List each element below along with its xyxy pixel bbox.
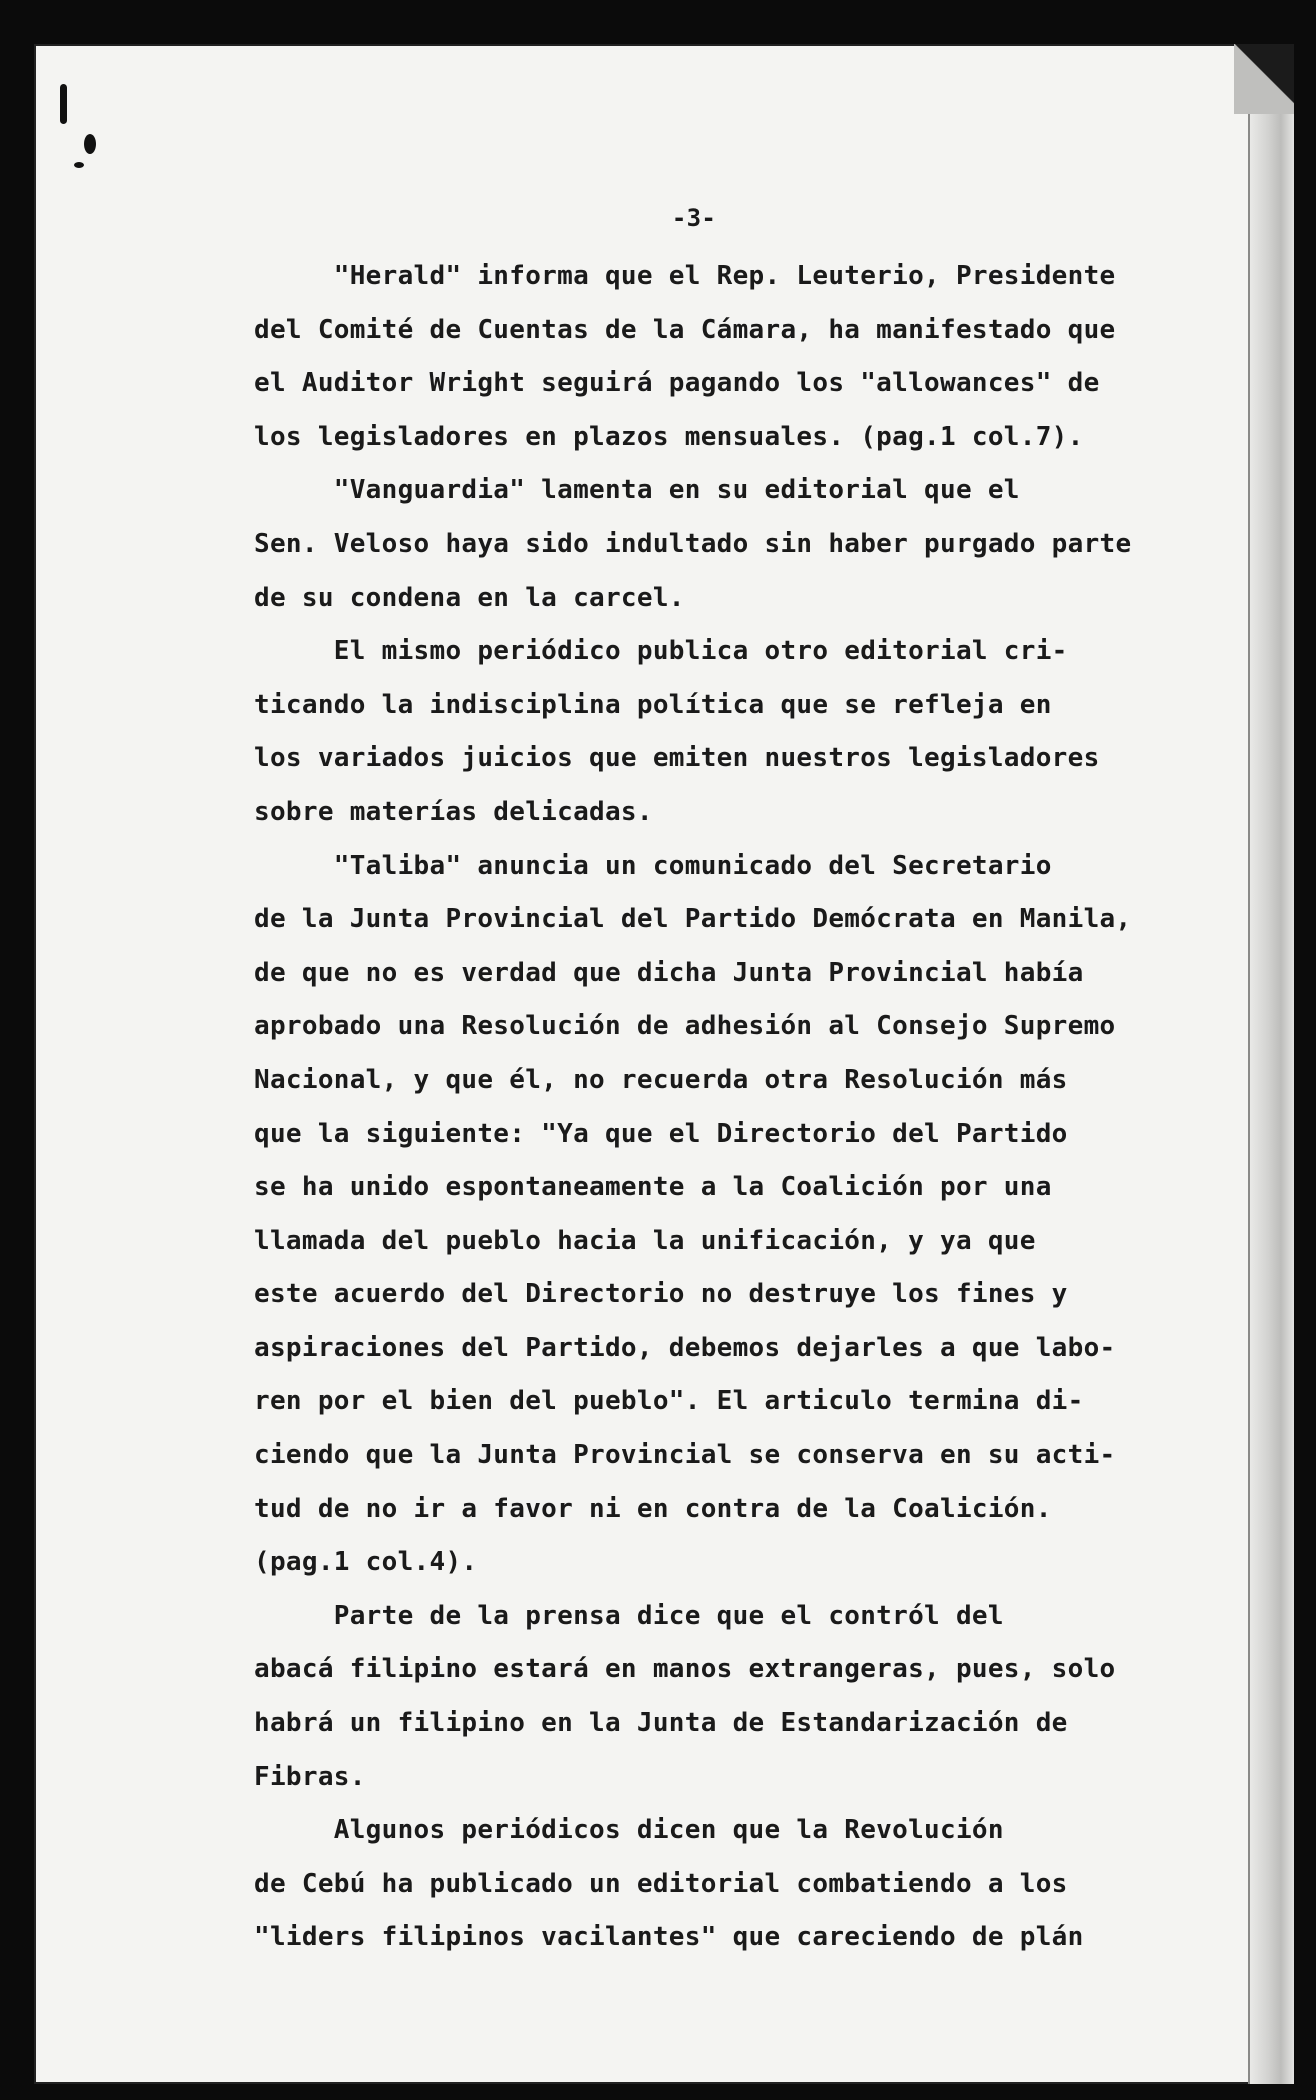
text-line: que la siguiente: "Ya que el Directorio del Partido — [254, 1118, 1068, 1149]
text-line: aspiraciones del Partido, debemos dejarles a que labo- — [254, 1332, 1116, 1363]
text-line: llamada del pueblo hacia la unificación, y ya que — [254, 1225, 1036, 1256]
text-line: el Auditor Wright seguirá pagando los "allowances" de — [254, 368, 1100, 399]
text-line: los variados juicios que emiten nuestros legisladores — [254, 743, 1100, 774]
text-line: de su condena en la carcel. — [254, 582, 685, 613]
text-line: Algunos periódicos dicen que la Revolución — [254, 1815, 1004, 1846]
text-line: se ha unido espontaneamente a la Coalición por una — [254, 1172, 1052, 1203]
text-line: Sen. Veloso haya sido indultado sin haber purgado parte — [254, 528, 1132, 559]
text-line: El mismo periódico publica otro editorial cri- — [254, 636, 1068, 667]
page-edge-shadow — [1248, 44, 1294, 2084]
text-line: los legisladores en plazos mensuales. (pag.1 col.7). — [254, 421, 1084, 452]
text-line: ren por el bien del pueblo". El articulo termina di- — [254, 1386, 1084, 1417]
text-line: aprobado una Resolución de adhesión al Consejo Supremo — [254, 1011, 1116, 1042]
text-line: "Taliba" anuncia un comunicado del Secretario — [254, 850, 1052, 881]
text-lines — [254, 250, 1134, 1965]
document-text — [254, 204, 1134, 1965]
ink-mark — [74, 162, 84, 168]
text-line: Nacional, y que él, no recuerda otra Resolución más — [254, 1064, 1068, 1095]
text-line: de Cebú ha publicado un editorial combatiendo a los — [254, 1868, 1068, 1899]
ink-mark — [84, 134, 96, 154]
text-line: Parte de la prensa dice que el contról del — [254, 1600, 1004, 1631]
text-line: este acuerdo del Directorio no destruye los fines y — [254, 1279, 1068, 1310]
text-line: "Herald" informa que el Rep. Leuterio, Presidente — [254, 261, 1116, 291]
text-line: (pag.1 col.4). — [254, 1547, 478, 1578]
text-line: del Comité de Cuentas de la Cámara, ha manifestado que — [254, 314, 1116, 345]
text-line: "Vanguardia" lamenta en su editorial que el — [254, 475, 1020, 506]
page-number: -3- — [671, 204, 717, 232]
text-line: de la Junta Provincial del Partido Demócrata en Manila, — [254, 904, 1132, 935]
text-line: tud de no ir a favor ni en contra de la Coalición. — [254, 1493, 1052, 1524]
document-page — [34, 44, 1294, 2084]
text-line: Fibras. — [254, 1761, 366, 1792]
corner-fold — [1234, 44, 1294, 114]
text-line: ticando la indisciplina política que se refleja en — [254, 689, 1052, 720]
text-line: de que no es verdad que dicha Junta Provincial había — [254, 957, 1084, 988]
text-line: habrá un filipino en la Junta de Estandarización de — [254, 1708, 1068, 1739]
text-line: abacá filipino estará en manos extrangeras, pues, solo — [254, 1654, 1116, 1685]
text-line: "liders filipinos vacilantes" que careciendo de plán — [254, 1922, 1084, 1953]
text-line: ciendo que la Junta Provincial se conserva en su acti- — [254, 1440, 1116, 1471]
text-line: sobre materías delicadas. — [254, 796, 653, 827]
ink-mark — [60, 84, 67, 124]
